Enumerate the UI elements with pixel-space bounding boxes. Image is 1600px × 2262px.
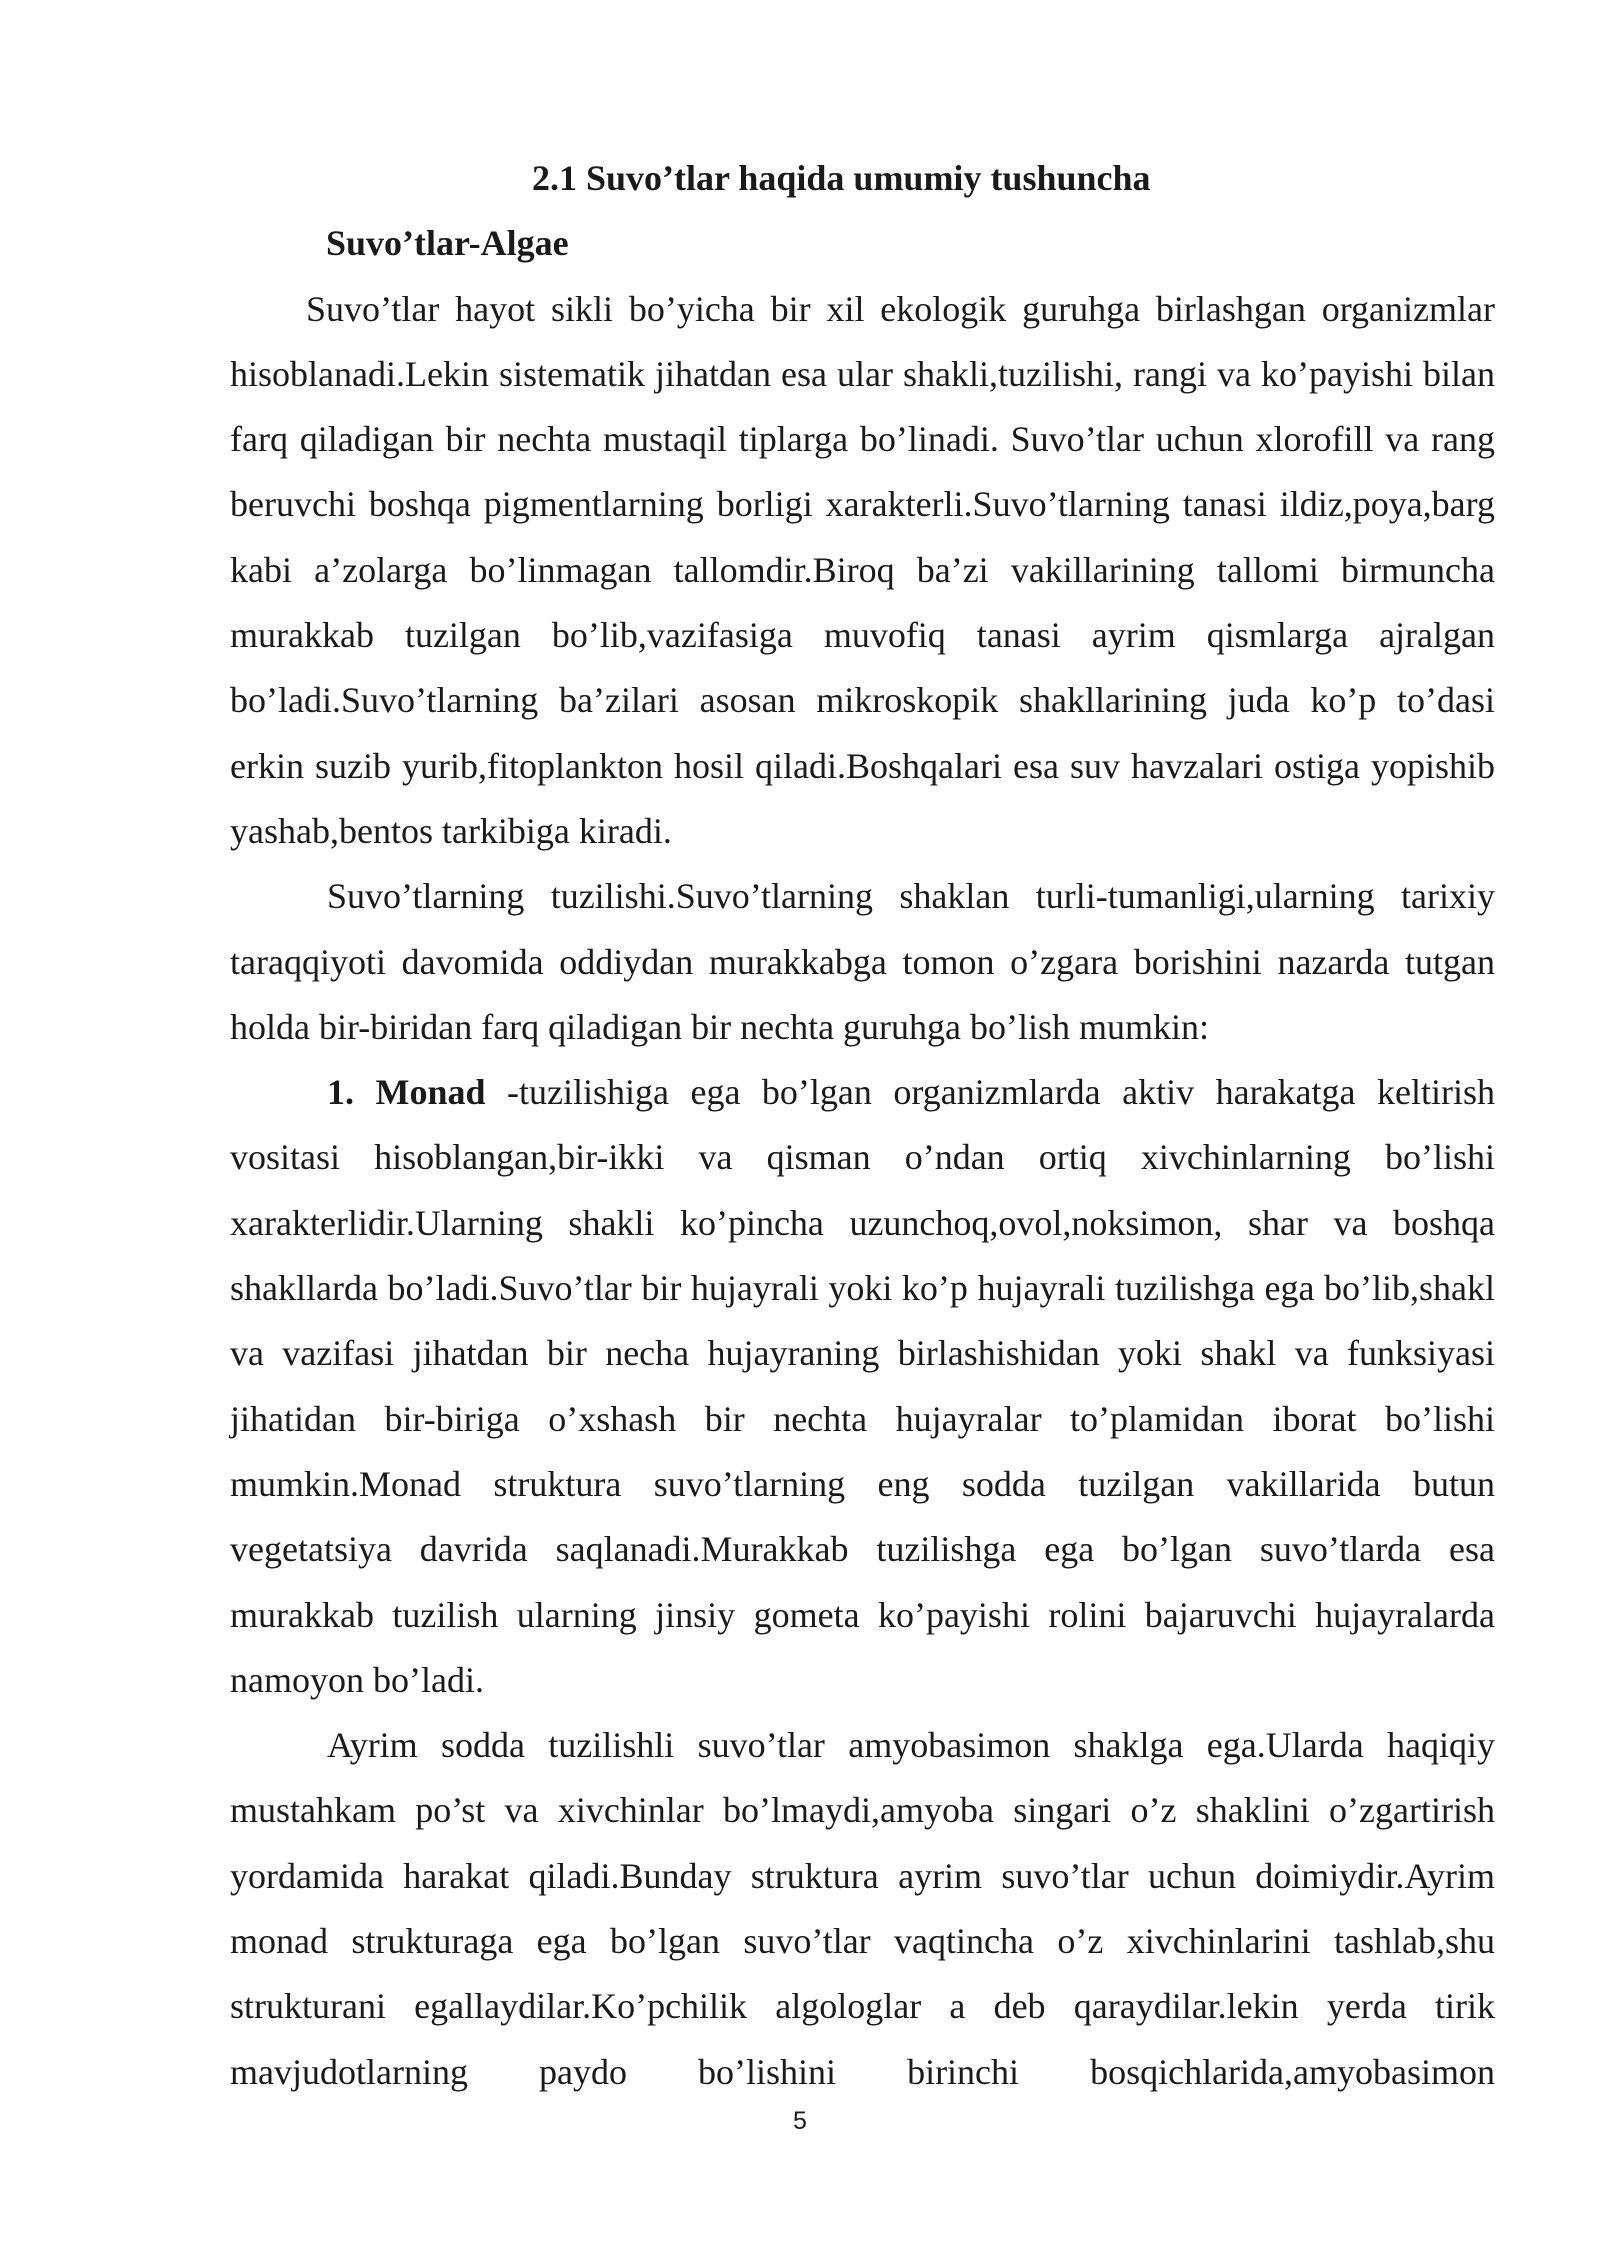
section-heading: 2.1 Suvo’tlar haqida umumiy tushuncha xyxy=(532,158,1151,198)
paragraph-monad xyxy=(230,1060,1495,1713)
monad-lead: 1. Monad xyxy=(327,1072,486,1113)
monad-text: -tuzilishiga ega bo’lgan organizmlarda aktiv harakatga keltirish vositasi hisoblangan,bir-ikki va qisman o’ndan ortiq xivchinlarning bo’lishi xarakterlidir.Ularning shakli ko’pincha uzunchoq,ovol,noksimon, shar va boshqa shakllarda bo’ladi.Suvo’tlar bir hujayrali yoki ko’p hujayrali tuzilishga ega bo’lib,shakl va vazifasi jihatdan bir necha hujayraning birlashishidan yoki shakl va funksiyasi jihatidan bir-biriga o’xshash bir nechta hujayralar to’plamidan iborat bo’lishi mumkin.Monad struktura suvo’tlarning eng sodda tuzilgan vakillarida butun vegetatsiya davrida saqlanadi.Murakkab tuzilishga ega bo’lgan suvo’tlarda esa murakkab tuzilish ularning jinsiy gometa ko’payishi rolini bajaruvchi hujayralarda namoyon bo’ladi. xyxy=(230,1072,1495,1700)
page-number: 5 xyxy=(793,2107,807,2135)
paragraph-intro: Suvo’tlar hayot sikli bo’yicha bir xil ekologik guruhga birlashgan organizmlar hisoblanadi.Lekin sistematik jihatdan esa ular shakli,tuzilishi, rangi va ko’payishi bilan farq qiladigan bir nechta mustaqil tiplarga bo’linadi. Suvo’tlar uchun xlorofill va rang beruvchi boshqa pigmentlarning borligi xarakterli.Suvo’tlarning tanasi ildiz,poya,barg kabi a’zolarga bo’linmagan tallomdir.Biroq ba’zi vakillarining tallomi birmuncha murakkab tuzilgan bo’lib,vazifasiga muvofiq tanasi ayrim qismlarga ajralgan bo’ladi.Suvo’tlarning ba’zilari asosan mikroskopik shakllarining juda ko’p to’dasi erkin suzib yurib,fitoplankton hosil qiladi.Boshqalari esa suv havzalari ostiga yopishib yashab,bentos tarkibiga kiradi. xyxy=(230,288,1495,851)
paragraph-amoeboid: Ayrim sodda tuzilishli suvo’tlar amyobasimon shaklga ega.Ularda haqiqiy mustahkam po’st va xivchinlar bo’lmaydi,amyoba singari o’z shaklini o’zgartirish yordamida harakat qiladi.Bunday struktura ayrim suvo’tlar uchun doimiydir.Ayrim monad strukturaga ega bo’lgan suvo’tlar vaqtincha o’z xivchinlarini tashlab,shu strukturani egallaydilar.Ko’pchilik algologlar a deb qaraydilar.lekin yerda tirik mavjudotlarning paydo bo’lishini birinchi bosqichlarida,amyobasimon xyxy=(230,1725,1495,2092)
sub-heading: Suvo’tlar-Algae xyxy=(326,223,569,264)
paragraph-structure: Suvo’tlarning tuzilishi.Suvo’tlarning shaklan turli-tumanligi,ularning tarixiy taraqqiyoti davomida oddiydan murakkabga tomon o’zgara borishini nazarda tutgan holda bir-biridan farq qiladigan bir nechta guruhga bo’lish mumkin: xyxy=(230,876,1495,1047)
page-body xyxy=(230,146,1495,2105)
